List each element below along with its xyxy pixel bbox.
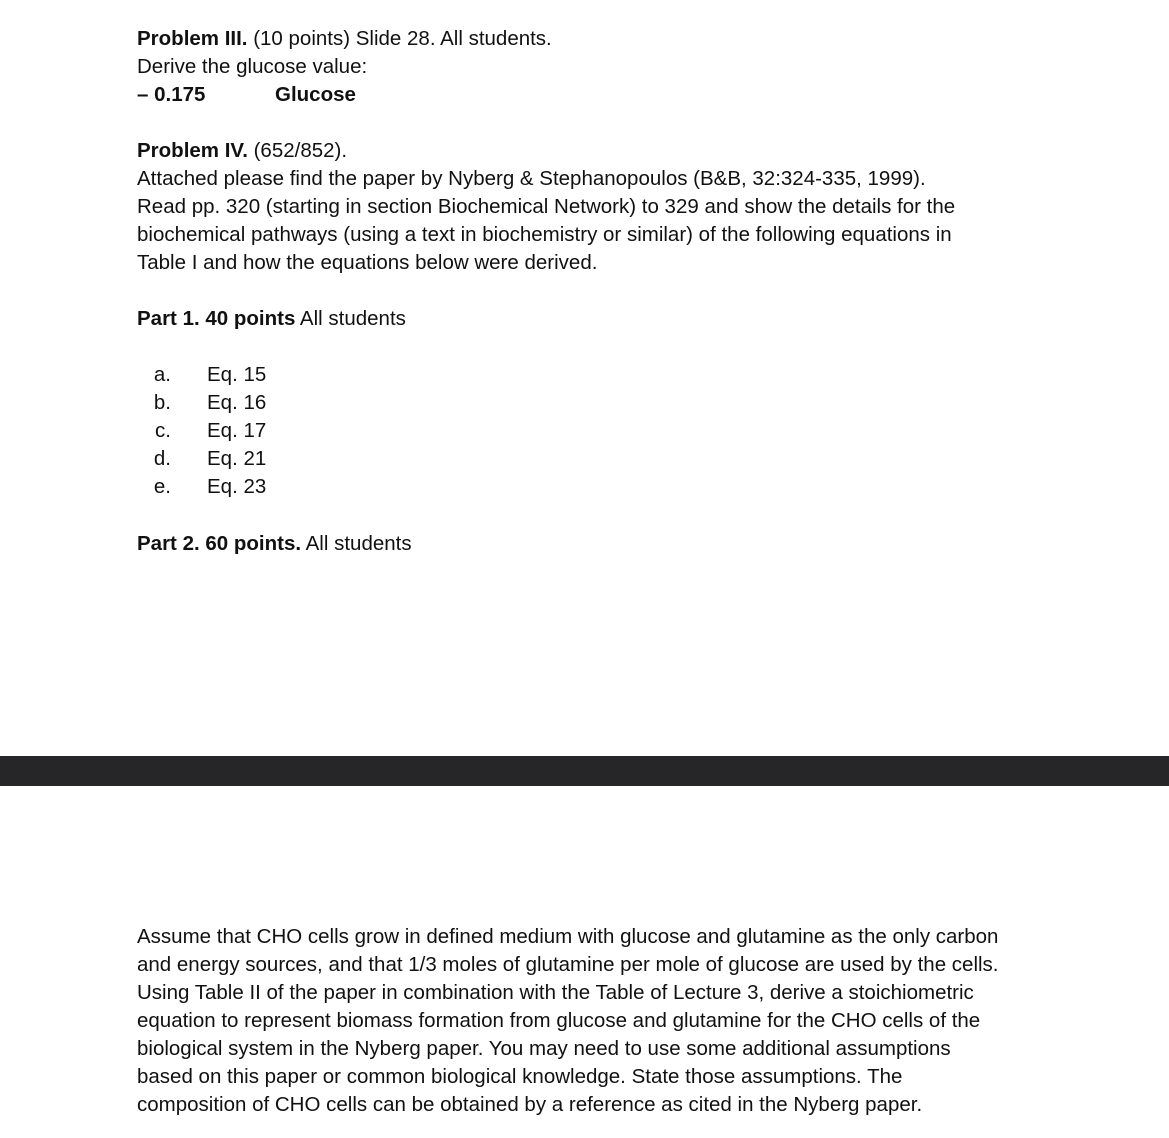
problem4-line: Attached please find the paper by Nyberg & Stephanopoulos (B&B, 32:324-335, 1999).: [137, 167, 926, 190]
problem4-subtitle: (652/852).: [247, 139, 348, 162]
problem3-title: Problem III.: [137, 27, 248, 50]
problem4-title: Problem IV.: [137, 139, 248, 162]
problem3-points: (10 points) Slide 28. All students.: [247, 27, 552, 50]
list-text: Eq. 17: [207, 419, 267, 442]
page-divider: [0, 756, 1169, 786]
problem4-heading: [137, 137, 347, 165]
part1-bold: Part 1. 40 points: [137, 307, 296, 330]
list-item: [137, 445, 266, 473]
list-marker: b.: [153, 391, 171, 414]
glucose-label: Glucose: [275, 83, 356, 106]
list-marker: e.: [153, 475, 171, 498]
part2-line: based on this paper or common biological knowledge. State those assumptions. The: [137, 1065, 903, 1088]
list-item: [137, 417, 266, 445]
part2-line: Using Table II of the paper in combination with the Table of Lecture 3, derive a stoichiometric: [137, 981, 974, 1004]
problem3-heading: [137, 25, 552, 53]
list-item: [137, 473, 266, 501]
part1-rest: All students: [295, 307, 406, 330]
list-text: Eq. 23: [207, 475, 267, 498]
problem4-line: biochemical pathways (using a text in biochemistry or similar) of the following equations in: [137, 223, 952, 246]
list-marker: d.: [153, 447, 171, 470]
part2-line: biological system in the Nyberg paper. You may need to use some additional assumptions: [137, 1037, 951, 1060]
glucose-value: – 0.175: [137, 83, 206, 106]
list-marker: a.: [153, 363, 171, 386]
list-text: Eq. 16: [207, 391, 267, 414]
part2-rest: All students: [301, 532, 412, 555]
problem4-line: Table I and how the equations below were derived.: [137, 251, 598, 274]
list-text: Eq. 21: [207, 447, 267, 470]
list-item: [137, 389, 266, 417]
list-marker: c.: [155, 419, 171, 442]
part2-bold: Part 2. 60 points.: [137, 532, 302, 555]
problem3-instruction: Derive the glucose value:: [137, 55, 368, 78]
part2-heading: [137, 530, 412, 558]
part2-line: and energy sources, and that 1/3 moles of glutamine per mole of glucose are used by the cells.: [137, 953, 999, 976]
problem4-line: Read pp. 320 (starting in section Biochemical Network) to 329 and show the details for the: [137, 195, 956, 218]
part2-line: composition of CHO cells can be obtained by a reference as cited in the Nyberg paper.: [137, 1093, 923, 1116]
part1-heading: [137, 305, 406, 333]
part2-line: equation to represent biomass formation from glucose and glutamine for the CHO cells of the: [137, 1009, 981, 1032]
part2-line: Assume that CHO cells grow in defined medium with glucose and glutamine as the only carbon: [137, 925, 999, 948]
list-text: Eq. 15: [207, 363, 267, 386]
list-item: [137, 361, 266, 389]
